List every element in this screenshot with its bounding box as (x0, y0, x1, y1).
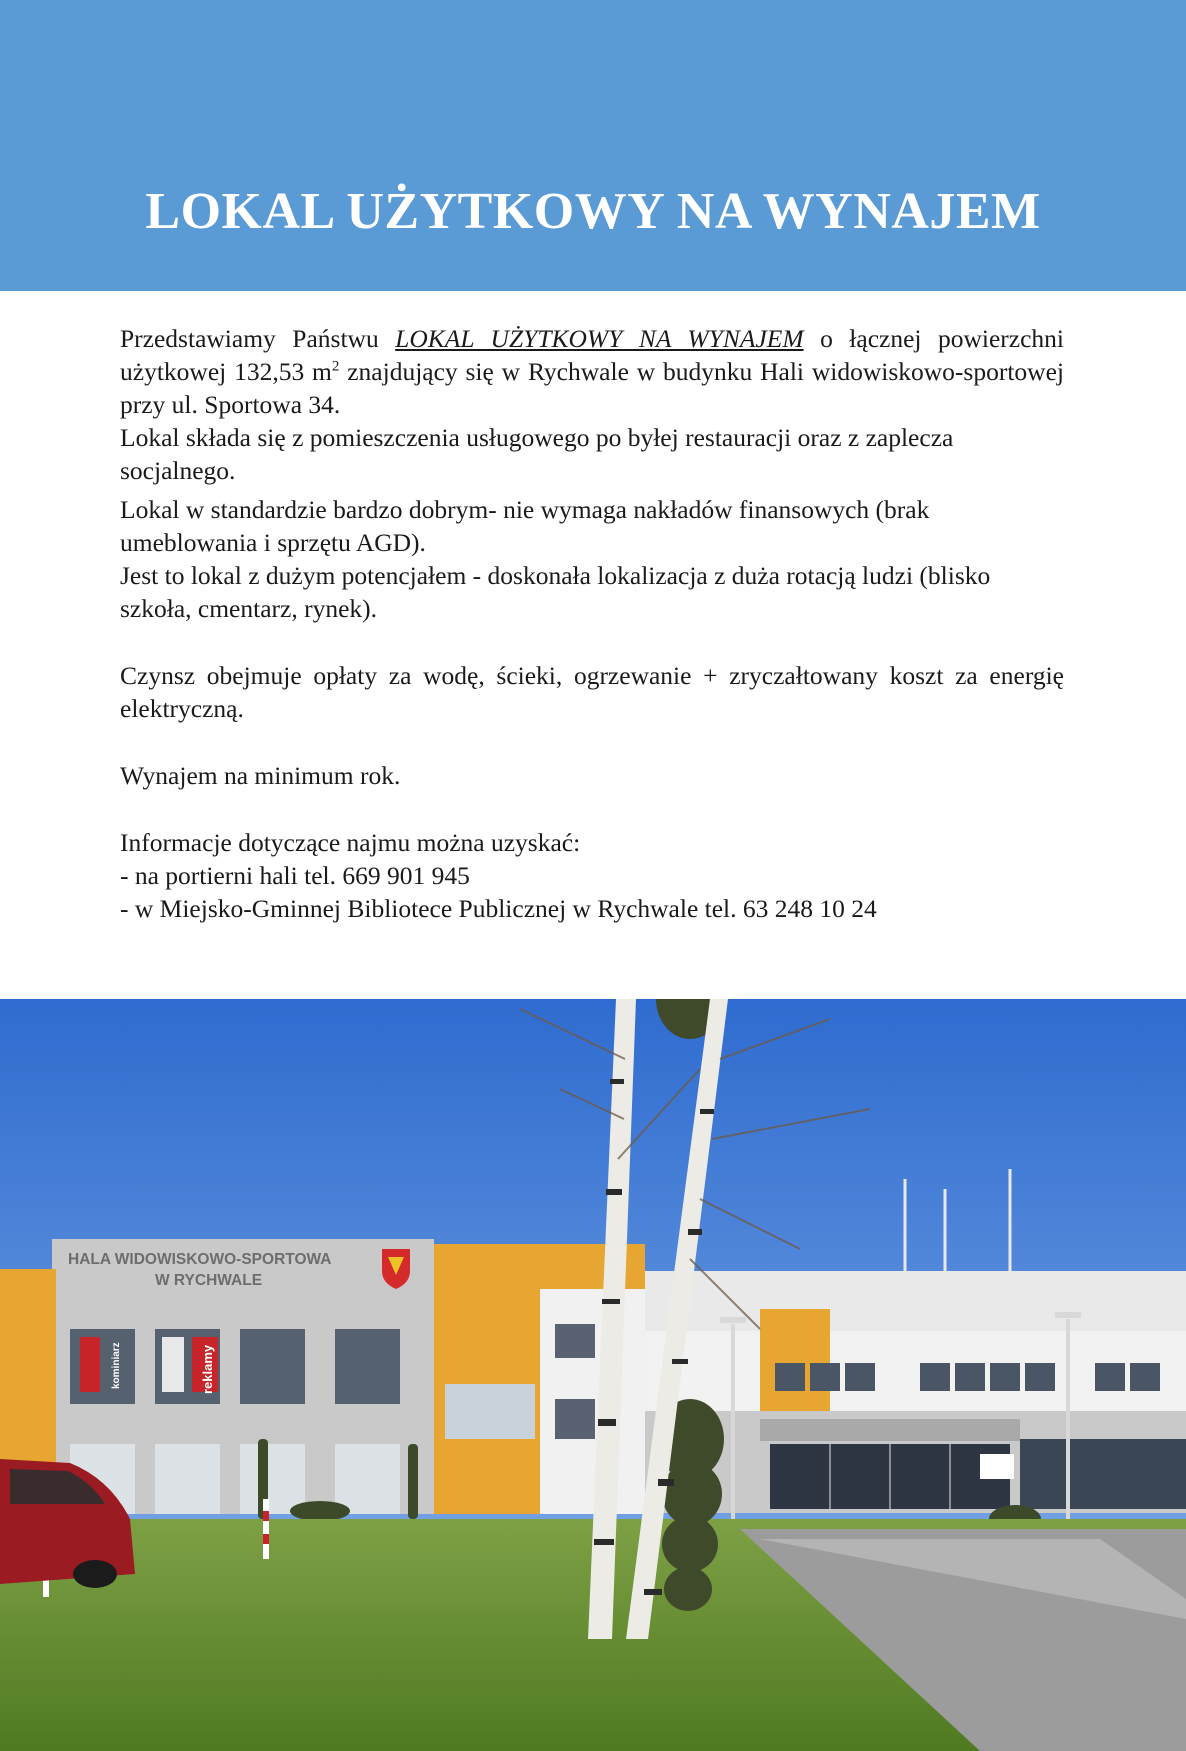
standard-paragraph: Lokal w standardzie bardzo dobrym- nie wymaga nakładów finansowych (brak umeblowania i sprzętu AGD). (120, 495, 930, 557)
duration-paragraph: Wynajem na minimum rok. (120, 761, 401, 790)
intro-after-b: znajdujący się w Rychwale w budynku Hali widowiskowo-sportowej przy ul. Sportowa 34. (120, 357, 1064, 419)
area-unit-superscript: 2 (331, 358, 340, 375)
right-building (640, 1271, 1186, 1513)
building-photo (0, 999, 1186, 1751)
intro-paragraph (120, 322, 1064, 421)
building-sign-line1: HALA WIDOWISKOWO-SPORTOWA (68, 1251, 332, 1268)
contact-heading: Informacje dotyczące najmu można uzyskać: (120, 828, 581, 857)
building-sign-line2: W RYCHWALE (155, 1272, 263, 1289)
intro-highlight: LOKAL UŻYTKOWY NA WYNAJEM (395, 324, 804, 353)
announcement-text (120, 322, 1064, 925)
intro-before: Przedstawiamy Państwu (120, 324, 396, 353)
rent-paragraph: Czynsz obejmuje opłaty za wodę, ścieki, ogrzewanie + zryczałtowany koszt za energię elektryczną. (120, 661, 1064, 723)
contact-item-library: - w Miejsko-Gminnej Bibliotece Publicznej w Rychwale tel. 63 248 10 24 (120, 894, 877, 923)
composition-paragraph: Lokal składa się z pomieszczenia usługowego po byłej restauracji oraz z zaplecza socjalnego. (120, 423, 954, 485)
banner-kominiarz: kominiarz (111, 1342, 122, 1389)
title-banner (0, 0, 1186, 291)
contact-item-porter: - na portierni hali tel. 669 901 945 (120, 861, 470, 890)
banner-reklamy: reklamy (200, 1344, 215, 1394)
potential-paragraph: Jest to lokal z dużym potencjałem - doskonała lokalizacja z duża rotacją ludzi (blisko szkoła, cmentarz, rynek). (120, 561, 991, 623)
intro-after-a: o łącznej powierzchni użytkowej 132,53 m (120, 324, 1064, 386)
page-title: LOKAL UŻYTKOWY NA WYNAJEM (145, 183, 1041, 240)
